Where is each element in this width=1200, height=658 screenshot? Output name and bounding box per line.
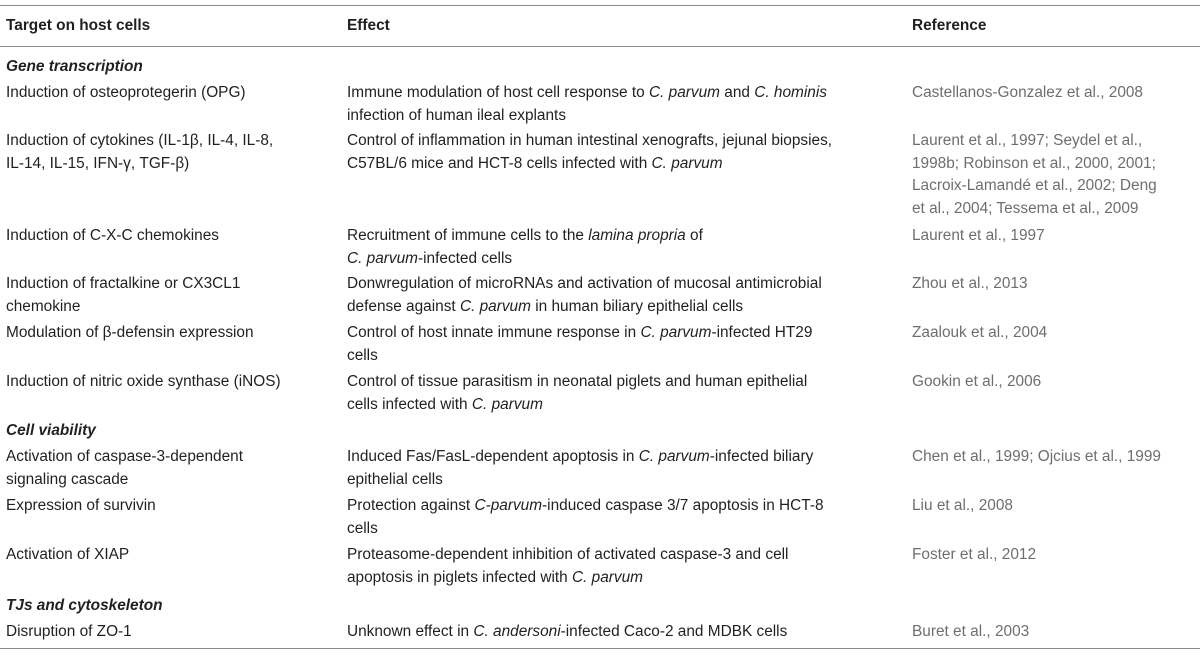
target-cell-line: Modulation of β-defensin expression [6,324,254,341]
reference-cell-line: Gookin et al., 2006 [912,373,1042,390]
effect-cell-line [347,371,807,394]
effect-text: defense against [347,297,460,315]
effect-text: Induced Fas/FasL-dependent apoptosis in [347,448,639,465]
reference-cell-line: Lacroix-Lamandé et al., 2002; Deng [912,177,1157,194]
effect-text: in human biliary epithelial cells [530,297,744,315]
target-cell-line: Induction of C-X-C chemokines [6,227,219,244]
reference-cell-line: Zhou et al., 2013 [912,275,1028,292]
effect-text: cells [347,346,378,364]
reference-cell-line: Zaalouk et al., 2004 [912,324,1048,341]
effect-text: Proteasome-dependent inhibition of activated caspase-3 and cell [347,546,789,563]
effect-italic-term: C. parvum [471,395,543,413]
effect-text: Control of inflammation in human intestinal xenografts, jejunal biopsies, [347,132,833,149]
target-cell-line: Expression of survivin [6,497,156,514]
effect-cell-line [347,296,743,319]
effect-cell-line [347,544,788,567]
effect-text: epithelial cells [347,470,443,488]
effect-text: cells [347,519,378,537]
effect-cell-line [347,394,543,417]
effect-text: -infected HT29 [711,324,813,341]
header-reference: Reference [912,17,987,34]
effect-cell-line [347,469,443,492]
effect-text: Donwregulation of microRNAs and activation of mucosal antimicrobial [347,275,822,292]
effect-italic-term: C-parvum [474,497,543,514]
effect-text: apoptosis in piglets infected with [347,568,573,586]
effect-text: -infected biliary [709,448,814,465]
effect-cell-line [347,82,827,105]
reference-cell-line: Buret et al., 2003 [912,623,1030,640]
effect-cell-line [347,153,723,176]
target-cell-line: IL-14, IL-15, IFN-γ, TGF-β) [6,154,190,172]
effect-italic-term: C. hominis [754,84,827,101]
header-effect: Effect [347,17,390,34]
reference-cell-line: 1998b; Robinson et al., 2000, 2001; [912,154,1156,172]
effect-italic-term: C. parvum [640,324,712,341]
effect-italic-term: C. parvum [459,297,531,315]
effect-text: Protection against [347,497,475,514]
reference-cell-line: et al., 2004; Tessema et al., 2009 [912,199,1139,217]
section-heading: Gene transcription [6,58,143,75]
effect-text: -infected Caco-2 and MDBK cells [560,623,788,640]
effect-italic-term: lamina propria [588,227,686,244]
reference-cell-line: Laurent et al., 1997 [912,227,1045,244]
effect-italic-term: C. parvum [651,154,723,172]
effect-text: -induced caspase 3/7 apoptosis in HCT-8 [542,497,824,514]
effect-text: infection of human ileal explants [347,106,567,124]
effect-text: and [720,84,755,101]
section-heading: TJs and cytoskeleton [6,597,163,614]
target-cell-line: Induction of cytokines (IL-1β, IL-4, IL-8, [6,132,274,149]
effect-cell-line [347,225,703,248]
effect-cell-line [347,567,643,590]
effect-cell-line [347,621,787,644]
effect-cell-line [347,518,378,541]
effect-italic-term: C. parvum [638,448,710,465]
effect-text: of [685,227,703,244]
effect-text: Immune modulation of host cell response to [347,84,649,101]
effect-cell-line [347,345,378,368]
effect-cell-line [347,248,512,271]
target-cell-line: signaling cascade [6,470,129,488]
effect-italic-term: C. parvum [572,568,644,586]
effect-text: -infected cells [418,249,513,267]
effect-italic-term: C. parvum [649,84,720,101]
header-rule [0,46,1200,47]
reference-cell-line: Liu et al., 2008 [912,497,1013,514]
target-cell-line: Disruption of ZO-1 [6,623,132,640]
effect-cell-line [347,495,824,518]
effect-cell-line [347,446,813,469]
effect-italic-term: C. andersoni [473,623,561,640]
reference-cell-line: Chen et al., 1999; Ojcius et al., 1999 [912,448,1161,465]
target-cell-line: Activation of XIAP [6,546,130,563]
effect-text: Control of host innate immune response in [347,324,641,341]
effect-text: Unknown effect in [347,623,474,640]
effect-cell-line [347,130,832,153]
reference-cell-line: Foster et al., 2012 [912,546,1037,563]
section-heading: Cell viability [6,422,96,439]
table-top-rule [0,5,1200,6]
effect-text: cells infected with [347,395,472,413]
target-cell-line: Induction of fractalkine or CX3CL1 [6,275,241,292]
effect-italic-term: C. parvum [347,249,418,267]
effect-text: C57BL/6 mice and HCT-8 cells infected with [347,154,652,172]
effect-cell-line [347,322,812,345]
effect-text: Control of tissue parasitism in neonatal piglets and human epithelial [347,373,808,390]
header-target: Target on host cells [6,17,151,34]
effect-cell-line [347,273,822,296]
effect-text: Recruitment of immune cells to the [347,227,589,244]
target-cell-line: chemokine [6,297,81,315]
effect-cell-line [347,105,566,128]
target-cell-line: Induction of osteoprotegerin (OPG) [6,84,246,101]
reference-cell-line: Castellanos-Gonzalez et al., 2008 [912,84,1143,101]
target-cell-line: Activation of caspase-3-dependent [6,448,243,465]
reference-cell-line: Laurent et al., 1997; Seydel et al., [912,132,1143,149]
table-bottom-rule [0,648,1200,649]
target-cell-line: Induction of nitric oxide synthase (iNOS) [6,373,281,390]
